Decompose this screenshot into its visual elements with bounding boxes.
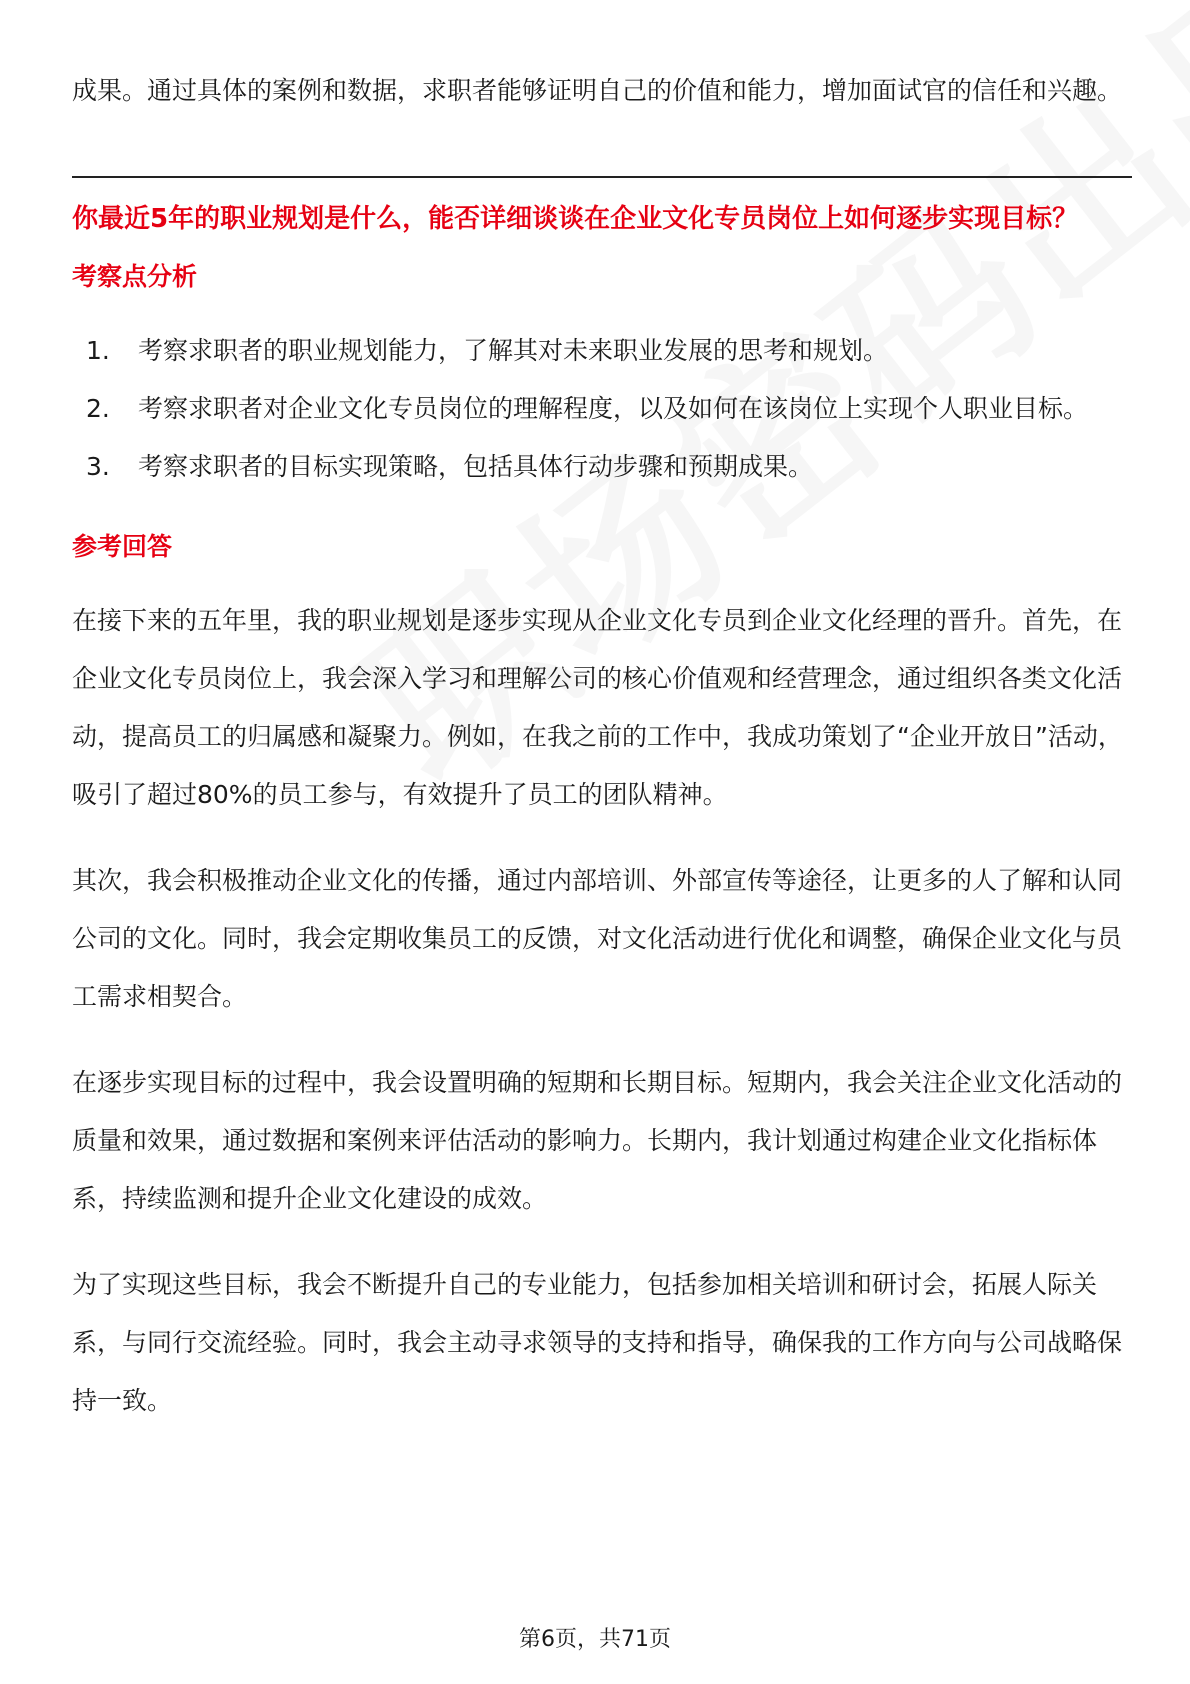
paragraph-gap bbox=[72, 1026, 1132, 1054]
analysis-title: 考察点分析 bbox=[72, 262, 198, 291]
list-text: 考察求职者对企业文化专员岗位的理解程度，以及如何在该岗位上实现个人职业目标。 bbox=[138, 394, 1089, 423]
list-number: 1. bbox=[86, 336, 110, 365]
list-number: 2. bbox=[86, 394, 110, 423]
page-footer: 第6页，共71页 bbox=[519, 1627, 671, 1652]
list-item bbox=[86, 438, 1132, 496]
section-divider bbox=[72, 176, 1132, 178]
answer-paragraph: 其次，我会积极推动企业文化的传播，通过内部培训、外部宣传等途径，让更多的人了解和认同公司的文化。同时，我会定期收集员工的反馈，对文化活动进行优化和调整，确保企业文化与员工需求相契合。 bbox=[72, 866, 1123, 1011]
paragraph-gap bbox=[72, 1228, 1132, 1256]
answer-paragraph: 在逐步实现目标的过程中，我会设置明确的短期和长期目标。短期内，我会关注企业文化活动的质量和效果，通过数据和案例来评估活动的影响力。长期内，我计划通过构建企业文化指标体系，持续监测和提升企业文化建设的成效。 bbox=[72, 1068, 1123, 1213]
list-text: 考察求职者的职业规划能力，了解其对未来职业发展的思考和规划。 bbox=[138, 336, 889, 365]
list-text: 考察求职者的目标实现策略，包括具体行动步骤和预期成果。 bbox=[138, 452, 814, 481]
list-item bbox=[86, 322, 1132, 380]
analysis-list bbox=[72, 322, 1132, 496]
intro-paragraph: 成果。通过具体的案例和数据，求职者能够证明自己的价值和能力，增加面试官的信任和兴趣。 bbox=[72, 76, 1123, 105]
list-item bbox=[86, 380, 1132, 438]
question-heading: 你最近5年的职业规划是什么，能否详细谈谈在企业文化专员岗位上如何逐步实现目标？ bbox=[72, 204, 1079, 234]
answer-paragraph: 为了实现这些目标，我会不断提升自己的专业能力，包括参加相关培训和研讨会，拓展人际关系，与同行交流经验。同时，我会主动寻求领导的支持和指导，确保我的工作方向与公司战略保持一致。 bbox=[72, 1270, 1123, 1415]
answer-title: 参考回答 bbox=[72, 532, 173, 561]
paragraph-gap bbox=[72, 824, 1132, 852]
list-number: 3. bbox=[86, 452, 110, 481]
answer-paragraph: 在接下来的五年里，我的职业规划是逐步实现从企业文化专员到企业文化经理的晋升。首先，在企业文化专员岗位上，我会深入学习和理解公司的核心价值观和经营理念，通过组织各类文化活动，提高员工的归属感和凝聚力。例如，在我之前的工作中，我成功策划了“企业开放日”活动，吸引了超过80%的员工参与，有效提升了员工的团队精神。 bbox=[72, 606, 1123, 809]
document-page bbox=[72, 62, 1132, 1430]
